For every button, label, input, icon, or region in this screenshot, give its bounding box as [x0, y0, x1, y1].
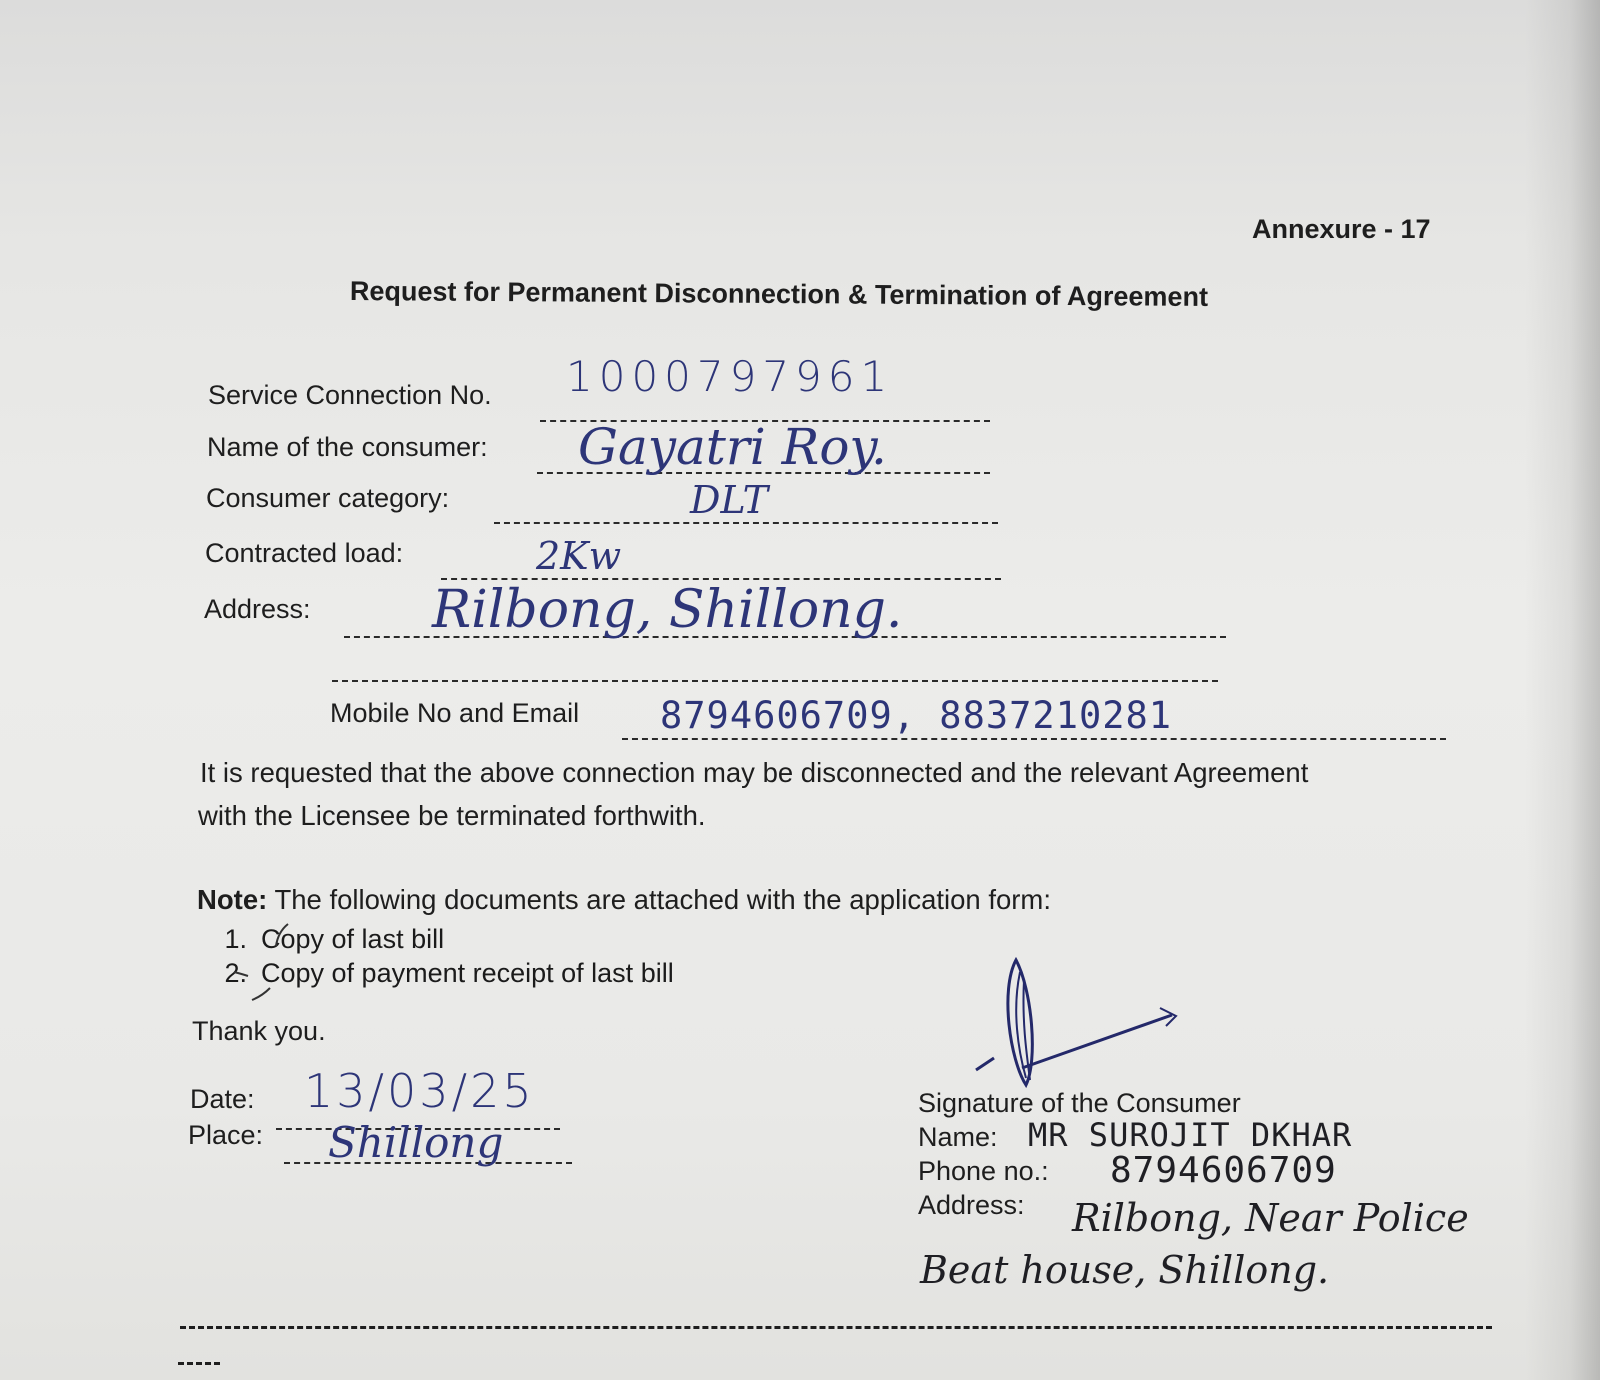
footer-divider — [180, 1326, 1492, 1329]
note-text: The following documents are attached with the application form: — [274, 884, 1051, 915]
service-connection-label: Service Connection No. — [208, 380, 492, 410]
list-item-text: Copy of payment receipt of last bill — [261, 958, 674, 988]
address-line-2 — [332, 680, 1218, 682]
consumer-category-label: Consumer category: — [206, 483, 450, 513]
place-value[interactable]: Shillong — [328, 1118, 504, 1167]
place-label: Place: — [188, 1120, 264, 1150]
annexure-label: Annexure - 17 — [1252, 214, 1431, 244]
list-item-number: 1. — [224, 924, 247, 954]
contracted-load-value[interactable]: 2Kw — [536, 534, 622, 578]
address-label: Address: — [204, 594, 311, 624]
form-title: Request for Permanent Disconnection & Termination of Agreement — [349, 276, 1209, 312]
request-text-line-2: with the Licensee be terminated forthwith. — [198, 800, 706, 831]
signer-name-value[interactable]: MR SUROJIT DKHAR — [1028, 1116, 1353, 1154]
signer-name-label: Name: — [918, 1122, 998, 1152]
tick-marks — [226, 918, 316, 1008]
signer-address-line-1[interactable]: Rilbong, Near Police — [1072, 1196, 1469, 1240]
mobile-email-line — [622, 738, 1446, 740]
request-text-line-1: It is requested that the above connection may be disconnected and the relevant Agreement — [200, 757, 1309, 788]
date-label: Date: — [190, 1084, 255, 1114]
service-connection-value[interactable]: 1000797961 — [566, 352, 894, 401]
consumer-name-value[interactable]: Gayatri Roy. — [578, 418, 887, 476]
footer-divider-stub — [178, 1362, 220, 1365]
signer-address-line-2[interactable]: Beat house, Shillong. — [920, 1248, 1330, 1292]
consumer-name-label: Name of the consumer: — [207, 432, 488, 462]
consumer-category-value[interactable]: DLT — [690, 478, 768, 522]
note-label: Note: — [197, 884, 268, 915]
contracted-load-label: Contracted load: — [205, 538, 404, 568]
date-value[interactable]: 13/03/25 — [304, 1064, 535, 1118]
mobile-email-label: Mobile No and Email — [330, 698, 580, 728]
signer-phone-value[interactable]: 8794606709 — [1110, 1150, 1337, 1191]
mobile-email-value[interactable]: 8794606709, 8837210281 — [660, 694, 1173, 737]
address-value[interactable]: Rilbong, Shillong. — [432, 580, 903, 640]
note-paragraph — [197, 884, 1051, 916]
thank-you-text: Thank you. — [192, 1016, 326, 1046]
list-item-number: 2. — [224, 958, 247, 988]
signer-phone-label: Phone no.: — [918, 1156, 1049, 1186]
list-item-text: Copy of last bill — [261, 924, 445, 954]
signature-label: Signature of the Consumer — [918, 1088, 1241, 1118]
consumer-category-line — [494, 522, 998, 524]
signer-address-label: Address: — [918, 1190, 1025, 1220]
page-edge-shadow — [1525, 0, 1600, 1380]
